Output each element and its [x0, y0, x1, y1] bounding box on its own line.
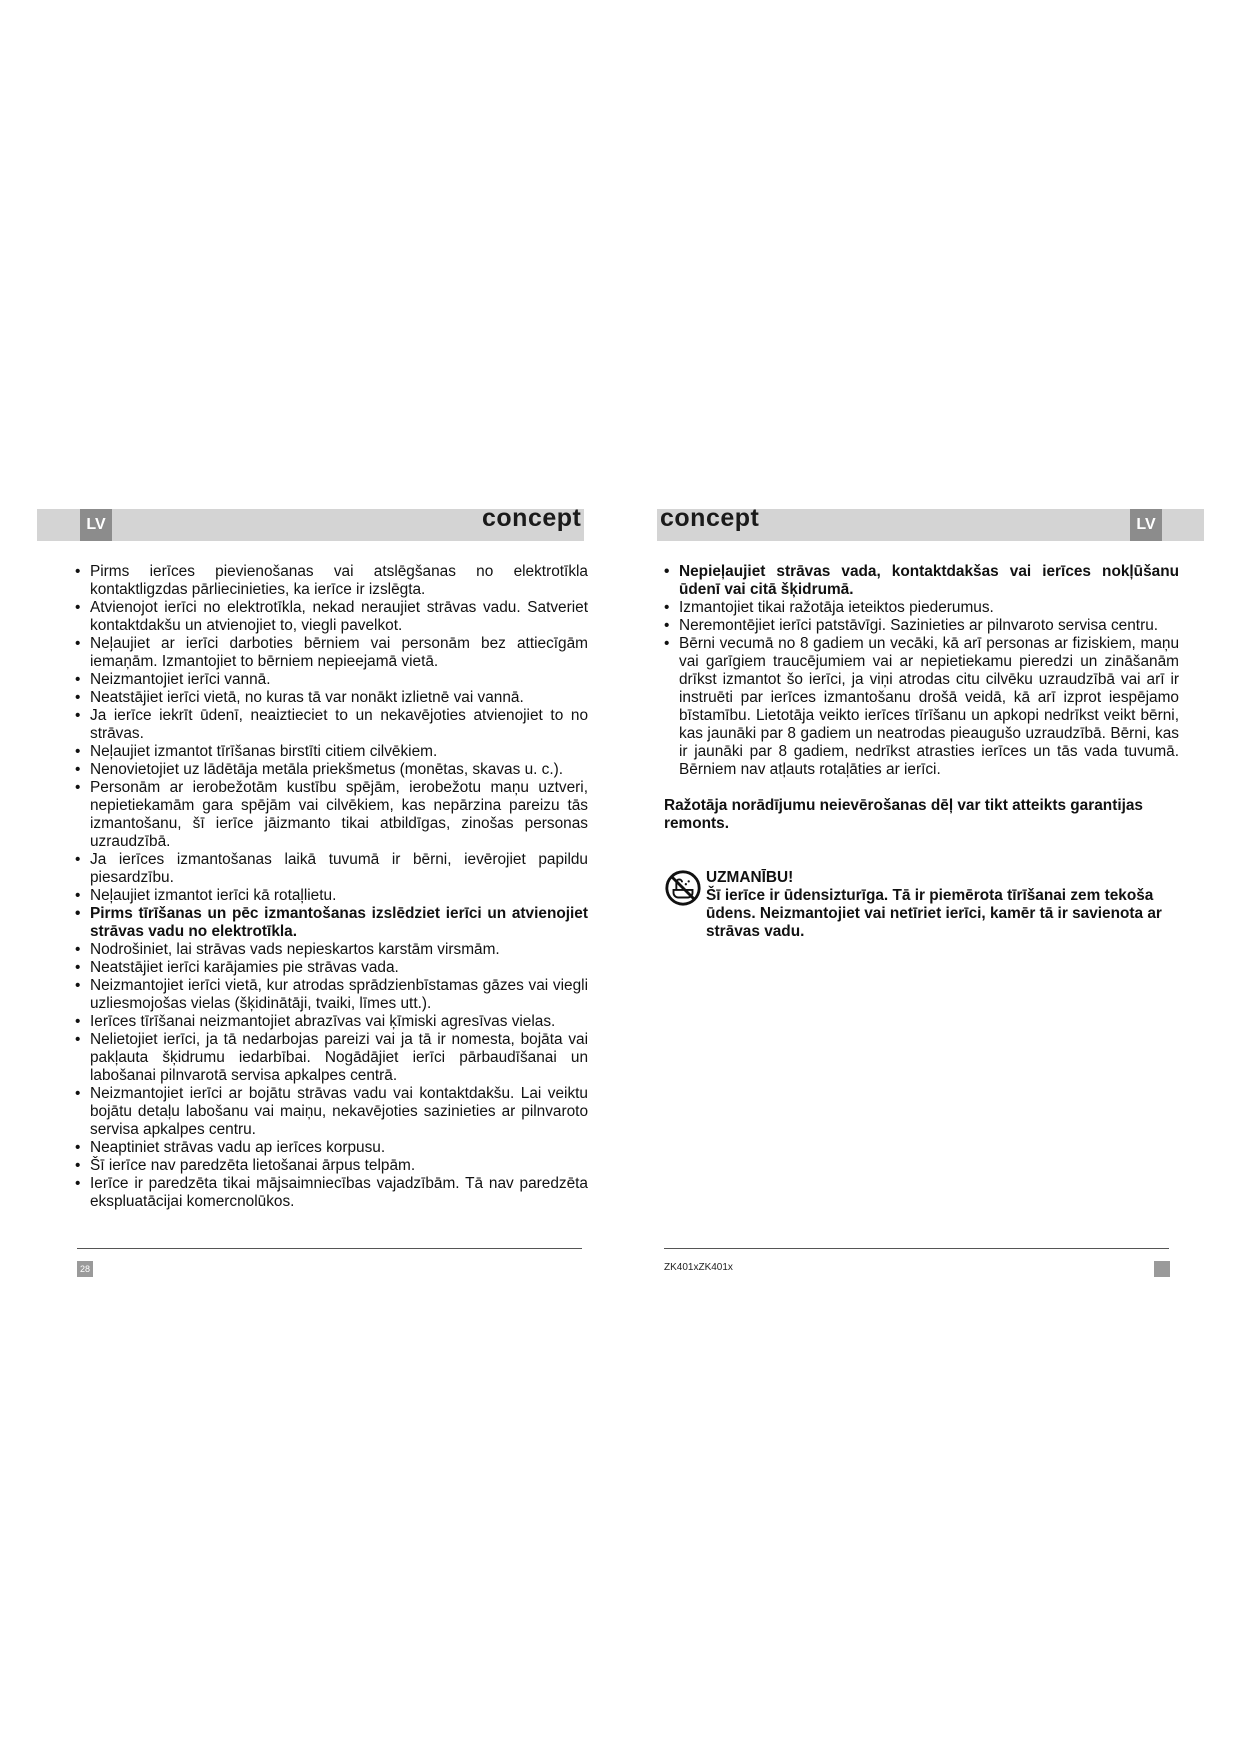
- no-bath-icon: [664, 869, 702, 907]
- left-column: [75, 563, 588, 1211]
- list-item: • Neizmantojiet ierīci vannā.: [75, 671, 588, 689]
- list-item: • Bērni vecumā no 8 gadiem un vecāki, kā arī personas ar fiziskiem, maņu vai garīgiem traucējumiem vai ar nepietiekamu pieredzi un zināšanām drīkst izmantot šo ierīci, ja viņi atrodas citu cilvēku uzraudzībā vai arī ir instruēti par ierīces izmantošanu drošā veidā, kā arī izprot iespējamo bīstamību. Lietotāja veikto ierīces tīrīšanu un apkopi nedrīkst veikt bērni, kas jaunāki par 8 gadiem un neatrodas pieaugušo uzraudzībā. Bērni, kas ir jaunāki par 8 gadiem, nedrīkst atrasties ierīces un tās vada tuvumā. Bērniem nav atļauts rotaļāties ar ierīci.: [664, 635, 1179, 779]
- list-item: • Ierīce ir paredzēta tikai mājsaimniecības vajadzībām. Tā nav paredzēta ekspluatācijai komercnolūkos.: [75, 1175, 588, 1211]
- safety-list-right: [664, 563, 1179, 779]
- safety-list-left: [75, 563, 588, 1211]
- brand-logo-left: concept: [482, 504, 582, 532]
- list-item: • Nodrošiniet, lai strāvas vads nepieskartos karstām virsmām.: [75, 941, 588, 959]
- list-item: • Ierīces tīrīšanai neizmantojiet abrazīvas vai ķīmiski agresīvas vielas.: [75, 1013, 588, 1031]
- list-item: • Neatstājiet ierīci vietā, no kuras tā var nonākt izlietnē vai vannā.: [75, 689, 588, 707]
- model-number: ZK401xZK401x: [664, 1262, 733, 1273]
- list-item: • Neizmantojiet ierīci vietā, kur atrodas sprādzienbīstamas gāzes vai viegli uzliesmojošas vielas (šķidinātāji, tvaiki, līmes utt.).: [75, 977, 588, 1013]
- list-item: • Personām ar ierobežotām kustību spējām, ierobežotu maņu uztveri, nepietiekamām gara spējām vai cilvēkiem, kas nepārzina pareizu tās izmantošanu, šī ierīce jāizmanto tikai atbildīgas, zinošas personas uzraudzībā.: [75, 779, 588, 851]
- list-item: • Neļaujiet izmantot ierīci kā rotaļlietu.: [75, 887, 588, 905]
- list-item-bold: • Pirms tīrīšanas un pēc izmantošanas izslēdziet ierīci un atvienojiet strāvas vadu no elektrotīkla.: [75, 905, 588, 941]
- list-item-bold: • Nepieļaujiet strāvas vada, kontaktdakšas vai ierīces nokļūšanu ūdenī vai citā šķidrumā.: [664, 563, 1179, 599]
- list-item: • Ja ierīces izmantošanas laikā tuvumā ir bērni, ievērojiet papildu piesardzību.: [75, 851, 588, 887]
- list-item: • Nenovietojiet uz lādētāja metāla priekšmetus (monētas, skavas u. c.).: [75, 761, 588, 779]
- brand-logo-right: concept: [660, 504, 760, 532]
- list-item: • Neizmantojiet ierīci ar bojātu strāvas vadu vai kontaktdakšu. Lai veiktu bojātu detaļu labošanu vai maiņu, nekavējoties sazinieties ar pilnvaroto servisa apkalpes centru.: [75, 1085, 588, 1139]
- list-item: • Neaptiniet strāvas vadu ap ierīces korpusu.: [75, 1139, 588, 1157]
- right-column: [664, 563, 1179, 941]
- list-item: • Pirms ierīces pievienošanas vai atslēgšanas no elektrotīkla kontaktligzdas pārliecinieties, ka ierīce ir izslēgta.: [75, 563, 588, 599]
- warning-block: [664, 869, 1179, 941]
- page-number: 28: [77, 1261, 93, 1277]
- footer-divider-left: [77, 1248, 582, 1249]
- list-item: • Nelietojiet ierīci, ja tā nedarbojas pareizi vai ja tā ir nomesta, bojāta vai pakļauta šķidrumu iedarbībai. Nogādājiet ierīci pārbaudīšanai un labošanai pilnvarotā servisa apkalpes centrā.: [75, 1031, 588, 1085]
- list-item: • Ja ierīce iekrīt ūdenī, neaiztieciet to un nekavējoties atvienojiet to no strāvas.: [75, 707, 588, 743]
- language-badge-left: LV: [80, 509, 112, 541]
- list-item: • Neļaujiet ar ierīci darboties bērniem vai personām bez attiecīgām iemaņām. Izmantojiet to bērniem nepieejamā vietā.: [75, 635, 588, 671]
- footer-page-marker: [1154, 1261, 1170, 1277]
- language-badge-right: LV: [1130, 509, 1162, 541]
- footer-divider-right: [664, 1248, 1169, 1249]
- list-item: • Neremontējiet ierīci patstāvīgi. Sazinieties ar pilnvaroto servisa centru.: [664, 617, 1179, 635]
- list-item: • Neatstājiet ierīci karājamies pie strāvas vada.: [75, 959, 588, 977]
- warning-text: Šī ierīce ir ūdensizturīga. Tā ir piemērota tīrīšanai zem tekoša ūdens. Neizmantojiet vai netīriet ierīci, kamēr tā ir savienota ar strāvas vadu.: [706, 887, 1162, 940]
- list-item: • Atvienojot ierīci no elektrotīkla, nekad neraujiet strāvas vadu. Satveriet kontaktdakšu un atvienojiet to, viegli pavelkot.: [75, 599, 588, 635]
- list-item: • Šī ierīce nav paredzēta lietošanai ārpus telpām.: [75, 1157, 588, 1175]
- warranty-note: Ražotāja norādījumu neievērošanas dēļ var tikt atteikts garantijas remonts.: [664, 797, 1143, 832]
- list-item: • Izmantojiet tikai ražotāja ieteiktos piederumus.: [664, 599, 1179, 617]
- warning-title: UZMANĪBU!: [706, 869, 794, 886]
- list-item: • Neļaujiet izmantot tīrīšanas birstīti citiem cilvēkiem.: [75, 743, 588, 761]
